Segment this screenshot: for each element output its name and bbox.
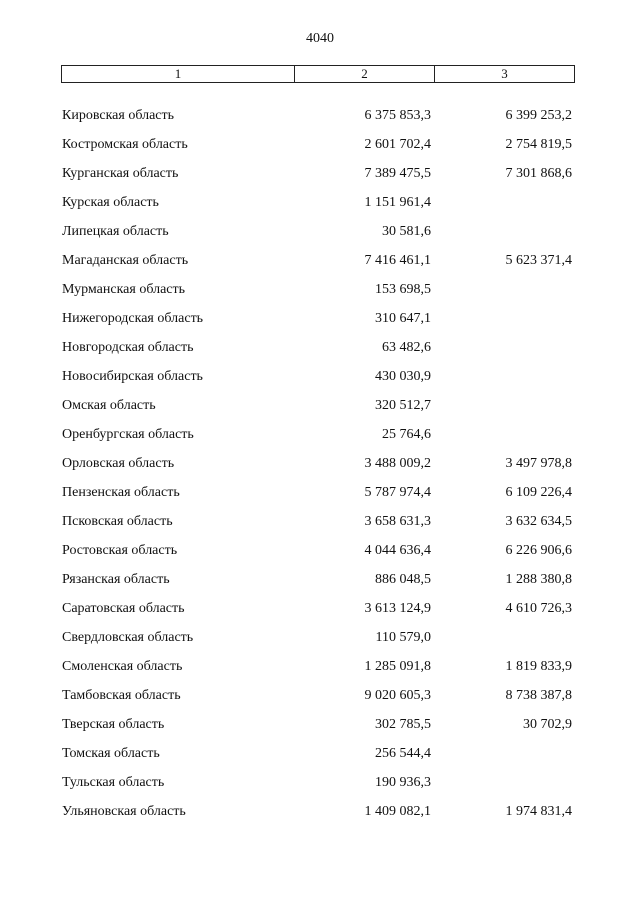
- table-row: [0, 252, 640, 281]
- value-column-2: 3 488 009,2: [364, 456, 431, 471]
- table-row: [0, 513, 640, 542]
- region-name: Смоленская область: [62, 659, 183, 674]
- region-name: Рязанская область: [62, 572, 170, 587]
- table-row: [0, 745, 640, 774]
- table-row: [0, 339, 640, 368]
- region-name: Тамбовская область: [62, 688, 181, 703]
- table-row: [0, 136, 640, 165]
- value-column-3: 6 399 253,2: [505, 108, 572, 123]
- region-name: Новгородская область: [62, 340, 194, 355]
- region-name: Саратовская область: [62, 601, 185, 616]
- table-row: [0, 484, 640, 513]
- value-column-3: 30 702,9: [523, 717, 572, 732]
- column-header-1: 1: [62, 66, 295, 82]
- value-column-3: 3 632 634,5: [505, 514, 572, 529]
- region-name: Омская область: [62, 398, 156, 413]
- value-column-2: 190 936,3: [375, 775, 431, 790]
- value-column-3: 5 623 371,4: [505, 253, 572, 268]
- region-name: Ростовская область: [62, 543, 178, 558]
- value-column-2: 1 409 082,1: [364, 804, 431, 819]
- value-column-2: 2 601 702,4: [364, 137, 431, 152]
- table-row: [0, 687, 640, 716]
- table-row: [0, 774, 640, 803]
- region-name: Костромская область: [62, 137, 188, 152]
- region-name: Тверская область: [62, 717, 165, 732]
- value-column-2: 30 581,6: [382, 224, 431, 239]
- value-column-3: 4 610 726,3: [505, 601, 572, 616]
- table-body: [0, 107, 640, 832]
- region-name: Кировская область: [62, 108, 175, 123]
- value-column-2: 1 151 961,4: [364, 195, 431, 210]
- column-header-2: 2: [295, 66, 435, 82]
- table-row: [0, 107, 640, 136]
- value-column-2: 256 544,4: [375, 746, 431, 761]
- value-column-3: 7 301 868,6: [505, 166, 572, 181]
- value-column-3: 8 738 387,8: [505, 688, 572, 703]
- table-row: [0, 803, 640, 832]
- value-column-2: 6 375 853,3: [364, 108, 431, 123]
- table-header: [61, 65, 575, 83]
- value-column-2: 9 020 605,3: [364, 688, 431, 703]
- value-column-2: 7 389 475,5: [364, 166, 431, 181]
- table-row: [0, 426, 640, 455]
- region-name: Новосибирская область: [62, 369, 203, 384]
- region-name: Курганская область: [62, 166, 179, 181]
- region-name: Томская область: [62, 746, 160, 761]
- table-row: [0, 542, 640, 571]
- table-row: [0, 194, 640, 223]
- region-name: Псковская область: [62, 514, 173, 529]
- value-column-2: 25 764,6: [382, 427, 431, 442]
- value-column-2: 320 512,7: [375, 398, 431, 413]
- value-column-3: 1 288 380,8: [505, 572, 572, 587]
- value-column-2: 4 044 636,4: [364, 543, 431, 558]
- table-row: [0, 629, 640, 658]
- table-row: [0, 397, 640, 426]
- table-row: [0, 223, 640, 252]
- value-column-2: 886 048,5: [375, 572, 431, 587]
- value-column-2: 3 613 124,9: [364, 601, 431, 616]
- table-row: [0, 368, 640, 397]
- value-column-2: 1 285 091,8: [364, 659, 431, 674]
- value-column-2: 302 785,5: [375, 717, 431, 732]
- region-name: Пензенская область: [62, 485, 180, 500]
- value-column-2: 63 482,6: [382, 340, 431, 355]
- value-column-3: 3 497 978,8: [505, 456, 572, 471]
- value-column-3: 1 974 831,4: [505, 804, 572, 819]
- table-row: [0, 310, 640, 339]
- value-column-3: 2 754 819,5: [505, 137, 572, 152]
- region-name: Ульяновская область: [62, 804, 186, 819]
- table-row: [0, 658, 640, 687]
- column-header-3: 3: [501, 66, 508, 81]
- value-column-2: 110 579,0: [375, 630, 431, 645]
- table-row: [0, 455, 640, 484]
- table-row: [0, 165, 640, 194]
- value-column-3: 6 109 226,4: [505, 485, 572, 500]
- table-row: [0, 716, 640, 745]
- region-name: Оренбургская область: [62, 427, 194, 442]
- region-name: Орловская область: [62, 456, 175, 471]
- region-name: Курская область: [62, 195, 159, 210]
- value-column-2: 3 658 631,3: [364, 514, 431, 529]
- region-name: Магаданская область: [62, 253, 189, 268]
- value-column-3: 6 226 906,6: [505, 543, 572, 558]
- page-number: 4040: [306, 31, 334, 46]
- table-row: [0, 600, 640, 629]
- region-name: Мурманская область: [62, 282, 186, 297]
- value-column-2: 153 698,5: [375, 282, 431, 297]
- value-column-2: 430 030,9: [375, 369, 431, 384]
- value-column-2: 7 416 461,1: [364, 253, 431, 268]
- region-name: Свердловская область: [62, 630, 194, 645]
- table-row: [0, 571, 640, 600]
- region-name: Липецкая область: [62, 224, 169, 239]
- value-column-2: 310 647,1: [375, 311, 431, 326]
- value-column-2: 5 787 974,4: [364, 485, 431, 500]
- region-name: Нижегородская область: [62, 311, 204, 326]
- region-name: Тульская область: [62, 775, 165, 790]
- value-column-3: 1 819 833,9: [505, 659, 572, 674]
- table-row: [0, 281, 640, 310]
